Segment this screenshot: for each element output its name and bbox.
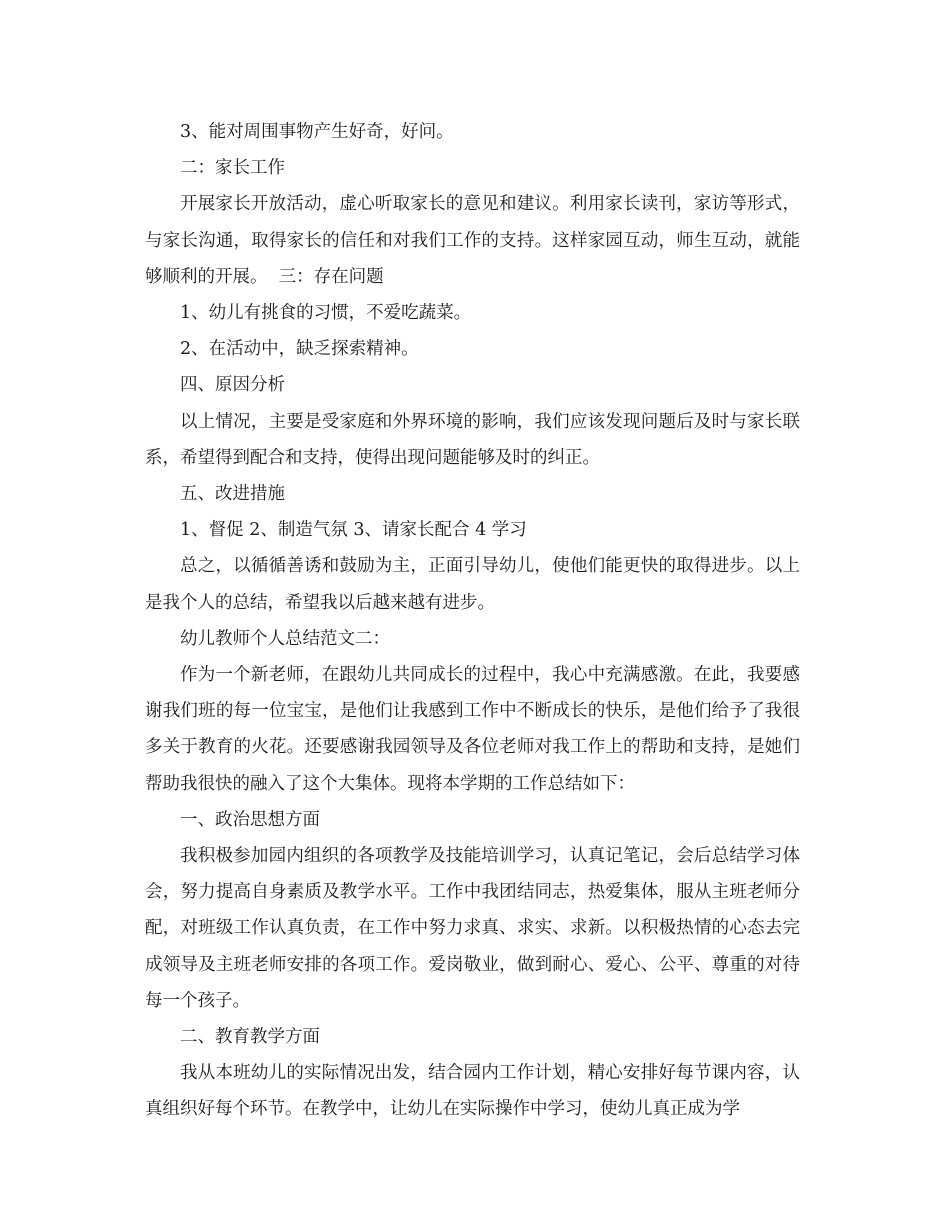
paragraph-problem-1: 1、幼儿有挑食的习惯，不爱吃蔬菜。 [180,303,472,324]
paragraph-intro-new-teacher: 作为一个新老师，在跟幼儿共同成长的过程中，我心中充满感激。在此，我要感谢我们班的每一位宝宝，是他们让我感到工作中不断成长的快乐，是他们给予了我很多关于教育的火花。还要感谢我园领导及各位老师对我工作上的帮助和支持，是她们帮助我很快的融入了这个大集体。现将本学期的工作总结如下： [145,665,800,794]
paragraph-teaching: 我从本班幼儿的实际情况出发，结合园内工作计划，精心安排好每节课内容，认真组织好每个环节。在教学中，让幼儿在实际操作中学习，使幼儿真正成为学 [145,1063,800,1120]
section-heading-improvements: 五、改进措施 [180,484,285,505]
heading-sample-two: 幼儿教师个人总结范文二： [180,628,390,649]
paragraph-improvement-list: 1、督促 2、制造气氛 3、请家长配合 4 学习 [180,520,527,541]
document-body [145,114,800,1128]
section-heading-teaching: 二、教育教学方面 [180,1027,320,1048]
section-heading-parent-work: 二：家长工作 [180,158,285,179]
paragraph-political: 我积极参加园内组织的各项教学及技能培训学习，认真记笔记，会后总结学习体会，努力提高自身素质及教学水平。工作中我团结同志，热爱集体，服从主班老师分配，对班级工作认真负责，在工作中努力求真、求实、求新。以积极热情的心态去完成领导及主班老师安排的各项工作。爱岗敬业，做到耐心、爱心、公平、尊重的对待每一个孩子。 [145,846,800,1011]
paragraph-conclusion: 总之，以循循善诱和鼓励为主，正面引导幼儿，使他们能更快的取得进步。以上是我个人的总结，希望我以后越来越有进步。 [145,556,800,613]
paragraph-item-3-curiosity: 3、能对周围事物产生好奇，好问。 [180,122,454,142]
section-heading-political: 一、政治思想方面 [180,809,320,830]
paragraph-cause-analysis: 以上情况，主要是受家庭和外界环境的影响，我们应该发现问题后及时与家长联系，希望得到配合和支持，使得出现问题能够及时的纠正。 [145,411,800,468]
paragraph-problem-2: 2、在活动中，缺乏探索精神。 [180,339,419,360]
paragraph-parent-work: 开展家长开放活动，虚心听取家长的意见和建议。利用家长读刊，家访等形式，与家长沟通，取得家长的信任和对我们工作的支持。这样家园互动，师生互动，就能够顺利的开展。 三：存在问题 [145,194,800,287]
section-heading-cause-analysis: 四、原因分析 [180,375,285,396]
